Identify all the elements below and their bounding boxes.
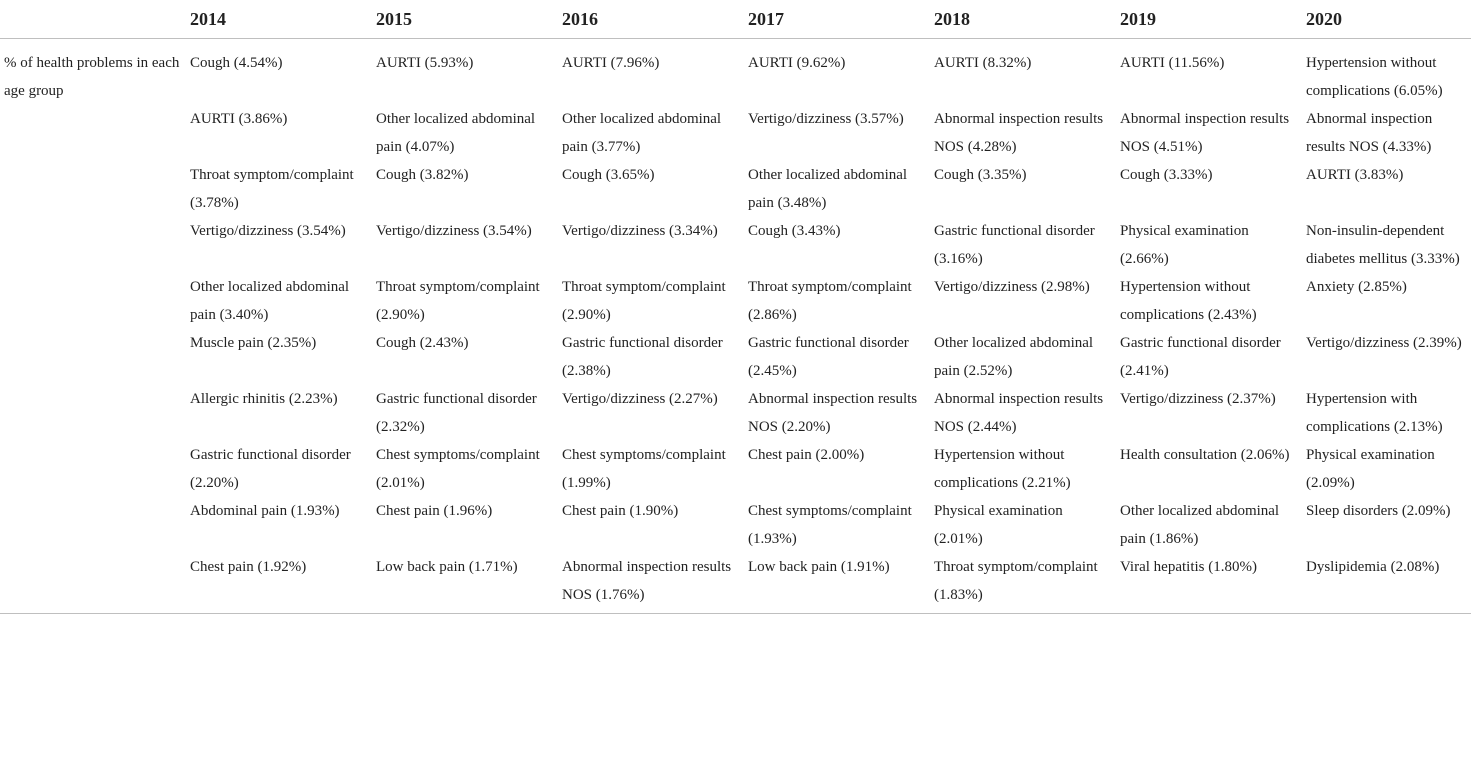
table-cell: AURTI (7.96%) <box>562 55 660 71</box>
table-cell: Abnormal inspection results NOS (1.76%) <box>558 553 744 614</box>
table-cell: Cough (3.82%) <box>376 167 469 183</box>
table-cell: Allergic rhinitis (2.23%) <box>190 391 338 407</box>
table-row <box>0 105 1471 161</box>
header-empty <box>0 0 186 39</box>
table-cell: Abnormal inspection results NOS (4.28%) <box>934 111 1104 155</box>
table-row <box>0 329 1471 385</box>
table-cell: Vertigo/dizziness (2.98%) <box>934 279 1090 295</box>
table-cell: Abnormal inspection results NOS (4.33%) <box>1306 111 1433 155</box>
table-cell: Chest symptoms/complaint (1.99%) <box>562 447 726 491</box>
table-cell: Vertigo/dizziness (2.27%) <box>562 391 718 407</box>
table-cell: Gastric functional disorder (2.38%) <box>562 335 723 379</box>
table-cell: Gastric functional disorder (2.32%) <box>376 391 537 435</box>
row-label <box>0 161 186 217</box>
table-cell: Throat symptom/complaint (3.78%) <box>190 167 354 211</box>
header-year: 2015 <box>372 0 558 39</box>
table-cell: Other localized abdominal pain (3.40%) <box>190 279 350 323</box>
table-cell: Viral hepatitis (1.80%) <box>1116 553 1302 614</box>
table-cell: Other localized abdominal pain (2.52%) <box>934 335 1094 379</box>
table-cell: Abnormal inspection results NOS (2.44%) <box>934 391 1104 435</box>
table-row <box>0 217 1471 273</box>
table-cell: Gastric functional disorder (2.45%) <box>748 335 909 379</box>
table-cell: Cough (3.65%) <box>562 167 655 183</box>
table-cell: Gastric functional disorder (3.16%) <box>934 223 1095 267</box>
table-cell: Vertigo/dizziness (2.37%) <box>1120 391 1276 407</box>
table-cell: Abnormal inspection results NOS (2.20%) <box>748 391 918 435</box>
table-cell: Health consultation (2.06%) <box>1120 447 1290 463</box>
table-row <box>0 553 1471 614</box>
table-cell: Other localized abdominal pain (3.77%) <box>562 111 722 155</box>
table-row <box>0 385 1471 441</box>
table-cell: Low back pain (1.71%) <box>372 553 558 614</box>
table-cell: Abdominal pain (1.93%) <box>190 503 340 519</box>
row-label <box>0 497 186 553</box>
table-cell: Dyslipidemia (2.08%) <box>1302 553 1471 614</box>
table-cell: Physical examination (2.01%) <box>934 503 1063 547</box>
table-row <box>0 497 1471 553</box>
row-label <box>0 385 186 441</box>
table-cell: Chest pain (1.90%) <box>562 503 679 519</box>
header-row <box>0 0 1471 39</box>
table-cell: Throat symptom/complaint (2.86%) <box>748 279 912 323</box>
table-cell: Hypertension without complications (2.43%) <box>1120 279 1257 323</box>
table-cell: Sleep disorders (2.09%) <box>1306 503 1451 519</box>
table-cell: Gastric functional disorder (2.20%) <box>190 447 351 491</box>
table-cell: Chest pain (2.00%) <box>748 447 865 463</box>
table-cell: Vertigo/dizziness (3.54%) <box>190 223 346 239</box>
table-cell: Non-insulin-dependent diabetes mellitus (3.33%) <box>1306 223 1460 267</box>
table-cell: Physical examination (2.66%) <box>1120 223 1249 267</box>
table-row <box>0 441 1471 497</box>
table-cell: Gastric functional disorder (2.41%) <box>1120 335 1281 379</box>
table-row <box>0 39 1471 106</box>
table-cell: AURTI (9.62%) <box>748 55 846 71</box>
header-year: 2017 <box>744 0 930 39</box>
table-cell: Hypertension without complications (2.21%) <box>934 447 1071 491</box>
table-cell: Cough (3.33%) <box>1120 167 1213 183</box>
table-cell: Throat symptom/complaint (2.90%) <box>562 279 726 323</box>
header-year: 2016 <box>558 0 744 39</box>
header-year: 2019 <box>1116 0 1302 39</box>
table-cell: Vertigo/dizziness (3.54%) <box>376 223 532 239</box>
row-label: % of health problems in each age group <box>4 55 180 99</box>
table-cell: Other localized abdominal pain (3.48%) <box>748 167 908 211</box>
table-cell: Cough (4.54%) <box>190 55 283 71</box>
table-cell: Cough (3.43%) <box>748 223 841 239</box>
table-cell: Throat symptom/complaint (2.90%) <box>376 279 540 323</box>
header-year: 2018 <box>930 0 1116 39</box>
table-cell: Cough (2.43%) <box>376 335 469 351</box>
table-cell: AURTI (8.32%) <box>934 55 1032 71</box>
table-cell: Cough (3.35%) <box>934 167 1027 183</box>
table-row <box>0 161 1471 217</box>
table-cell: Vertigo/dizziness (3.34%) <box>562 223 718 239</box>
table-cell: Chest symptoms/complaint (2.01%) <box>376 447 540 491</box>
header-year: 2020 <box>1302 0 1471 39</box>
table-row <box>0 273 1471 329</box>
table-cell: Vertigo/dizziness (2.39%) <box>1306 335 1462 351</box>
table-cell: Abnormal inspection results NOS (4.51%) <box>1120 111 1290 155</box>
row-label <box>0 553 186 614</box>
table-cell: Chest symptoms/complaint (1.93%) <box>748 503 912 547</box>
table-cell: Hypertension with complications (2.13%) <box>1306 391 1443 435</box>
row-label <box>0 441 186 497</box>
table-cell: AURTI (3.86%) <box>190 111 288 127</box>
row-label <box>0 273 186 329</box>
table-cell: Anxiety (2.85%) <box>1306 279 1407 295</box>
table-cell: Other localized abdominal pain (1.86%) <box>1120 503 1280 547</box>
table-cell: Other localized abdominal pain (4.07%) <box>376 111 536 155</box>
table-cell: Vertigo/dizziness (3.57%) <box>748 111 904 127</box>
table-cell: Physical examination (2.09%) <box>1306 447 1435 491</box>
table-cell: Throat symptom/complaint (1.83%) <box>930 553 1116 614</box>
header-year: 2014 <box>186 0 372 39</box>
table-cell: Low back pain (1.91%) <box>744 553 930 614</box>
table-cell: Muscle pain (2.35%) <box>190 335 317 351</box>
row-label <box>0 217 186 273</box>
table-cell: Hypertension without complications (6.05%) <box>1306 55 1443 99</box>
table-cell: AURTI (11.56%) <box>1120 55 1225 71</box>
table-cell: Chest pain (1.92%) <box>186 553 372 614</box>
table-cell: Chest pain (1.96%) <box>376 503 493 519</box>
table-cell: AURTI (3.83%) <box>1306 167 1404 183</box>
row-label <box>0 329 186 385</box>
table-cell: AURTI (5.93%) <box>376 55 474 71</box>
row-label <box>0 105 186 161</box>
